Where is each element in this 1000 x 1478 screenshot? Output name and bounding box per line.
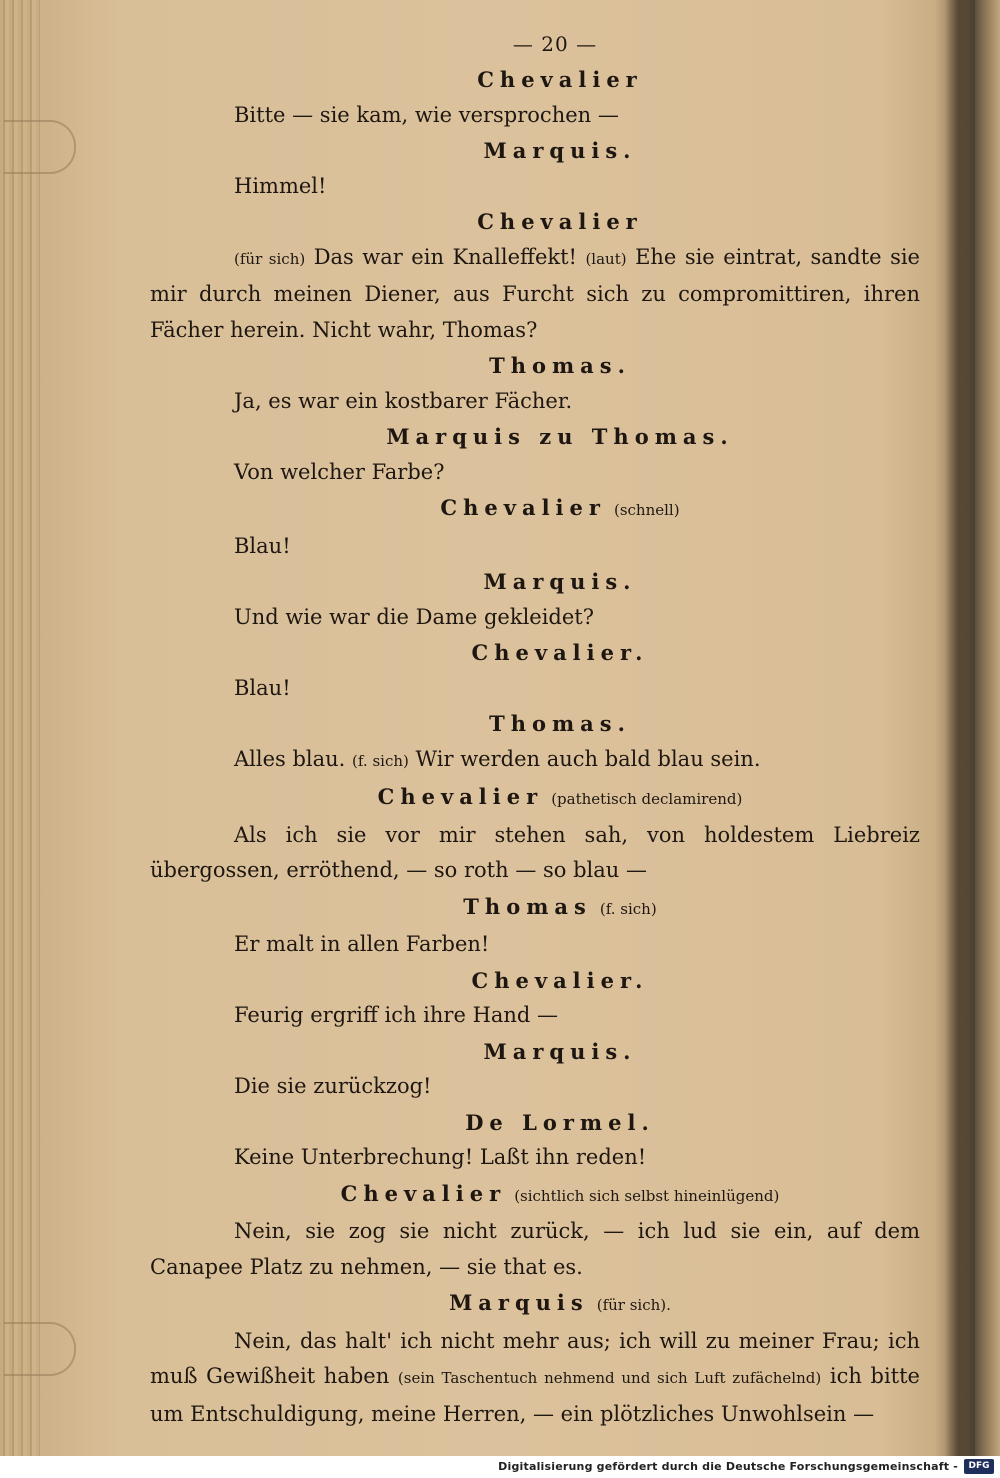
speaker-name [200, 706, 920, 742]
paper-clip-mark-bottom [4, 1322, 76, 1376]
speech-line [150, 600, 920, 636]
speech-line [150, 818, 920, 889]
speech-line [150, 1140, 920, 1176]
speaker-label: Marquis. [483, 138, 637, 163]
play-text [150, 62, 920, 1432]
speaker-name [200, 204, 920, 240]
stage-direction: (f. sich) [352, 751, 409, 770]
stage-direction: (schnell) [613, 501, 680, 519]
speech-text: Er malt in allen Farben! [234, 932, 490, 956]
page-number: — 20 — [512, 32, 598, 56]
speech-text: Bitte — sie kam, wie versprochen — [234, 102, 619, 127]
speaker-label: Thomas. [489, 711, 631, 736]
speech-text: Nein, sie zog sie nicht zurück, — ich lud sie ein, auf dem Canapee Platz zu nehmen, — sie that es. [150, 1219, 920, 1279]
speech-line [150, 1324, 920, 1433]
speaker-label: Chevalier. [471, 640, 649, 665]
speaker-label: Marquis zu Thomas. [386, 424, 734, 449]
speaker-name [200, 133, 920, 169]
speech-text: Blau! [234, 533, 291, 558]
page-edge-stack [0, 0, 40, 1456]
footer-credit: Digitalisierung gefördert durch die Deutsche Forschungsgemeinschaft - [498, 1460, 958, 1473]
speech-text: Alles blau. [234, 746, 353, 771]
speaker-label: Thomas. [489, 353, 631, 378]
speaker-label: Chevalier. [471, 967, 649, 993]
speaker-name [200, 1285, 920, 1324]
speech-line [150, 742, 920, 780]
speaker-name [200, 564, 920, 600]
book-gutter [945, 0, 975, 1456]
speaker-label: Chevalier [477, 67, 643, 92]
page-content [150, 26, 920, 1432]
speaker-label: De Lormel. [465, 1109, 655, 1135]
speech-text: Ehe sie eintrat, sandte sie mir durch meinen Diener, aus Furcht sich zu compromittiren, ihren Fächer herein. Nicht wahr, Thomas? [150, 244, 920, 342]
speech-text: Und wie war die Dame gekleidet? [234, 604, 595, 629]
stage-direction: (pathetisch declamirend) [551, 790, 743, 808]
speech-text: Blau! [234, 675, 291, 700]
speaker-label: Thomas [463, 893, 592, 919]
speaker-name [200, 963, 920, 999]
speech-line [150, 1069, 920, 1105]
stage-direction: (sichtlich sich selbst hineinlügend) [514, 1186, 780, 1205]
stage-direction: (f. sich) [599, 899, 657, 918]
speech-line [150, 998, 920, 1034]
speaker-name [200, 419, 920, 455]
speaker-name [200, 1034, 920, 1070]
speaker-label: Chevalier [377, 784, 544, 809]
speech-line [150, 671, 920, 707]
speech-line [150, 927, 920, 963]
speaker-label: Marquis [449, 1290, 589, 1315]
speaker-name [200, 348, 920, 384]
speech-text: Wir werden auch bald blau sein. [408, 746, 761, 771]
speech-line [150, 169, 920, 205]
speech-line [150, 240, 920, 349]
digitization-footer [0, 1456, 1000, 1478]
speaker-name [200, 889, 920, 928]
speaker-name [200, 1105, 920, 1141]
speech-text: Keine Unterbrechung! Laßt ihn reden! [234, 1145, 647, 1169]
speech-text: Als ich sie vor mir stehen sah, von holdestem Liebreiz übergossen, erröthend, — so roth — so blau — [150, 822, 920, 882]
speech-text: Nein, das halt' ich nicht mehr aus; ich will zu meiner Frau; ich muß Gewißheit haben [150, 1328, 920, 1388]
speech-line [150, 455, 920, 491]
stage-direction: (laut) [585, 249, 627, 268]
speech-line [150, 98, 920, 134]
speech-text: Feurig ergriff ich ihre Hand — [234, 1003, 559, 1027]
stage-direction: (für sich). [596, 1296, 671, 1314]
speaker-name [200, 779, 920, 818]
speaker-label: Marquis. [483, 1038, 637, 1064]
stage-direction: (sein Taschentuch nehmend und sich Luft zufächelnd) [397, 1369, 822, 1387]
speaker-label: Chevalier [477, 209, 643, 234]
speech-text: Von welcher Farbe? [234, 459, 445, 484]
speaker-name [200, 62, 920, 98]
stage-direction: (für sich) [234, 249, 306, 268]
speech-text: Ja, es war ein kostbarer Fächer. [234, 388, 573, 413]
speech-text: Himmel! [234, 173, 327, 198]
speech-line [150, 384, 920, 420]
speaker-name [200, 635, 920, 671]
speaker-name [200, 1176, 920, 1215]
speech-line [150, 1214, 920, 1285]
speech-text: Das war ein Knalleffekt! [305, 244, 586, 269]
speaker-label: Marquis. [483, 569, 637, 594]
speaker-label: Chevalier [340, 1180, 507, 1206]
speech-text: Die sie zurückzog! [234, 1074, 432, 1098]
speaker-name [200, 490, 920, 529]
speech-line [150, 529, 920, 565]
paper-clip-mark-top [4, 120, 76, 174]
dfg-logo-icon: DFG [964, 1459, 994, 1474]
speaker-label: Chevalier [440, 495, 606, 520]
speech-text: ich bitte um Entschuldigung, meine Herren, — ein plötzliches Unwohlsein — [150, 1364, 920, 1426]
